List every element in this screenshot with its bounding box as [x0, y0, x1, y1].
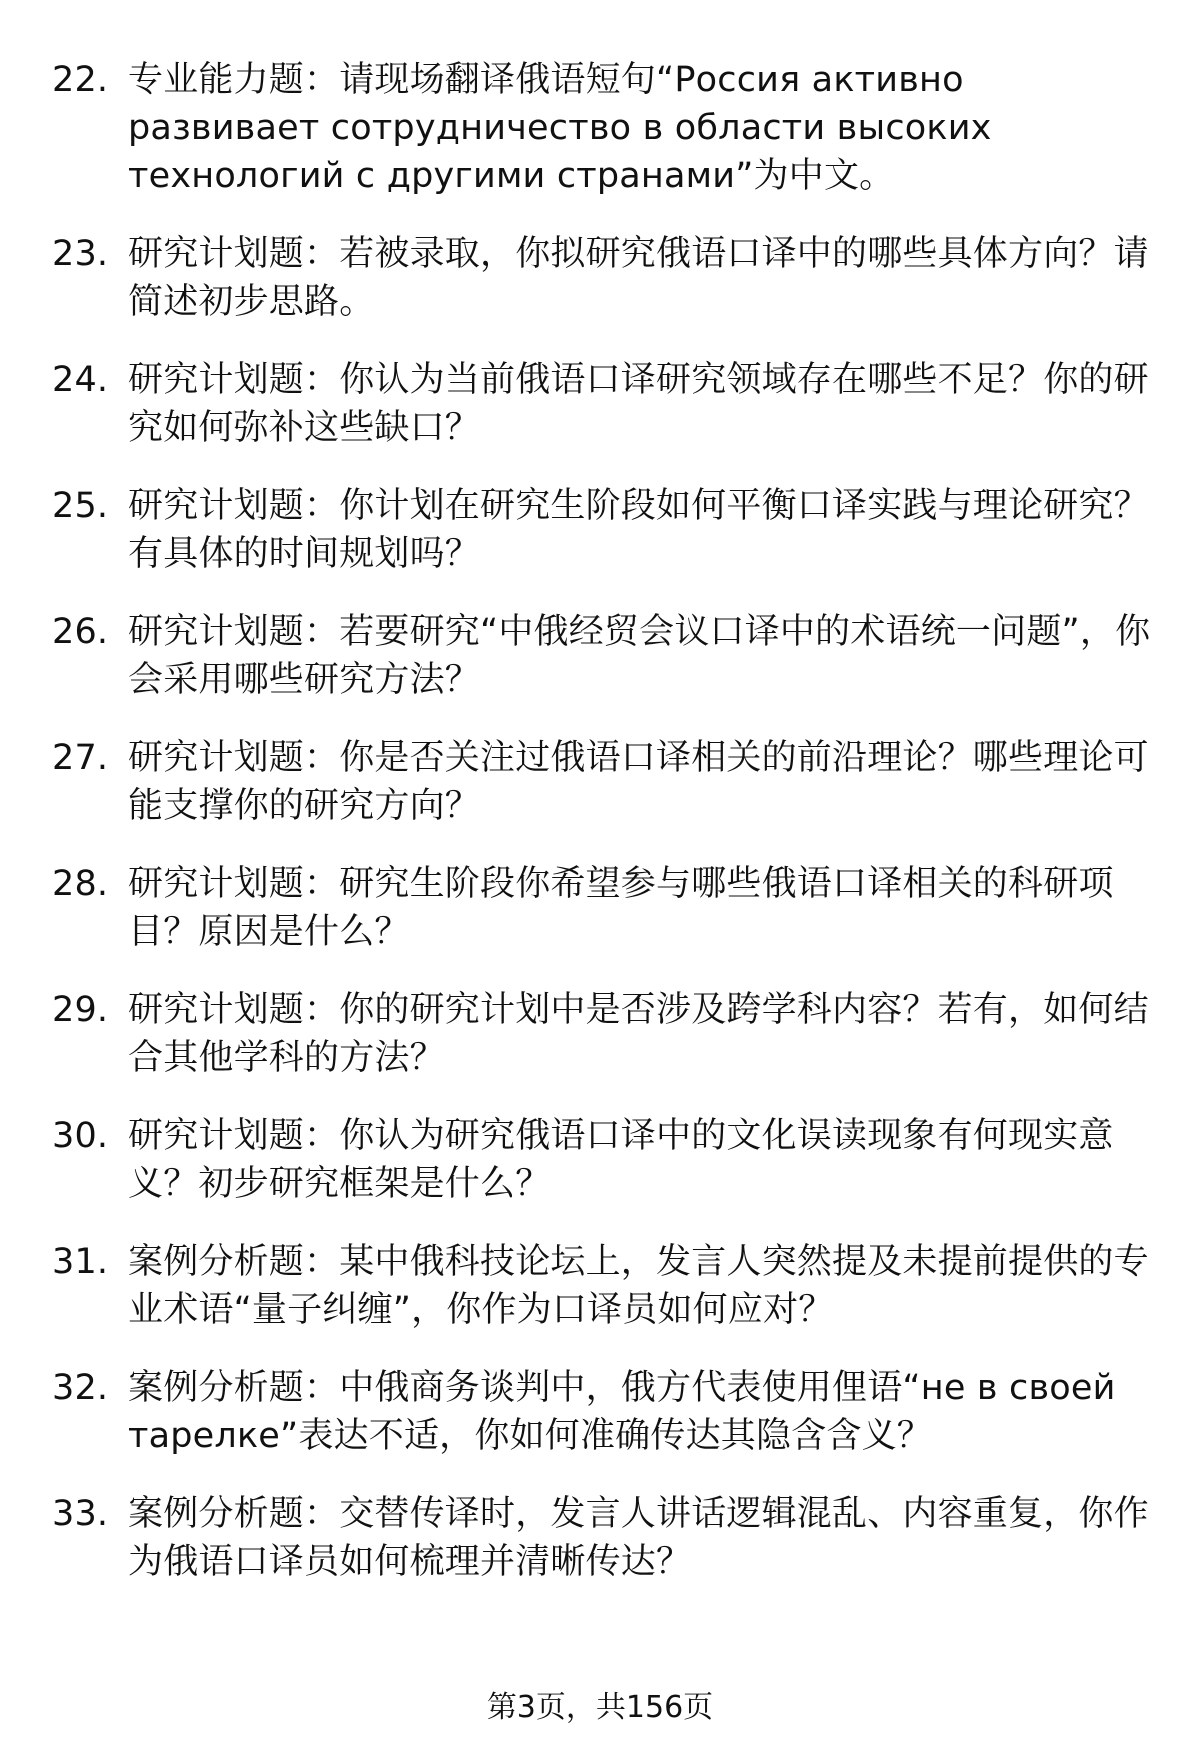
question-item: [0, 860, 1200, 956]
question-number: 31.: [52, 1242, 109, 1282]
question-item: [0, 986, 1200, 1082]
question-item: [0, 1112, 1200, 1208]
question-item: [0, 56, 1200, 200]
question-number: 27.: [52, 738, 109, 778]
question-number: 30.: [52, 1116, 109, 1156]
question-text: 研究计划题：你认为研究俄语口译中的文化误读现象有何现实意义？初步研究框架是什么？: [128, 1116, 1114, 1204]
question-text: 研究计划题：若要研究“中俄经贸会议口译中的术语统一问题”，你会采用哪些研究方法？: [128, 612, 1151, 700]
question-number: 23.: [52, 234, 109, 274]
question-text: 研究计划题：你认为当前俄语口译研究领域存在哪些不足？你的研究如何弥补这些缺口？: [128, 360, 1149, 448]
question-item: [0, 608, 1200, 704]
page-number-label: 第3页，共156页: [486, 1690, 714, 1725]
question-item: [0, 1364, 1200, 1460]
question-number: 33.: [52, 1494, 109, 1534]
question-text: 专业能力题：请现场翻译俄语短句“Россия активно развивает сотрудничество в области высоких технологий с другими странами”为中文。: [128, 60, 992, 196]
question-item: [0, 1490, 1200, 1586]
question-number: 25.: [52, 486, 109, 526]
question-item: [0, 734, 1200, 830]
question-item: [0, 230, 1200, 326]
question-list: [0, 56, 1200, 1616]
question-number: 22.: [52, 60, 109, 100]
question-text: 案例分析题：交替传译时，发言人讲话逻辑混乱、内容重复，你作为俄语口译员如何梳理并清晰传达？: [128, 1494, 1149, 1582]
question-number: 32.: [52, 1368, 109, 1408]
question-text: 研究计划题：研究生阶段你希望参与哪些俄语口译相关的科研项目？原因是什么？: [128, 864, 1114, 952]
question-text: 研究计划题：你是否关注过俄语口译相关的前沿理论？哪些理论可能支撑你的研究方向？: [128, 738, 1149, 826]
question-text: 研究计划题：你的研究计划中是否涉及跨学科内容？若有，如何结合其他学科的方法？: [128, 990, 1149, 1078]
question-number: 26.: [52, 612, 109, 652]
question-item: [0, 1238, 1200, 1334]
question-text: 研究计划题：你计划在研究生阶段如何平衡口译实践与理论研究？有具体的时间规划吗？: [128, 486, 1149, 574]
page-footer: [0, 1688, 1200, 1728]
question-text: 案例分析题：中俄商务谈判中，俄方代表使用俚语“не в своей тарелке”表达不适，你如何准确传达其隐含含义？: [128, 1368, 1116, 1456]
question-item: [0, 356, 1200, 452]
question-number: 28.: [52, 864, 109, 904]
question-text: 案例分析题：某中俄科技论坛上，发言人突然提及未提前提供的专业术语“量子纠缠”，你作为口译员如何应对？: [128, 1242, 1149, 1330]
question-number: 29.: [52, 990, 109, 1030]
question-item: [0, 482, 1200, 578]
question-number: 24.: [52, 360, 109, 400]
question-text: 研究计划题：若被录取，你拟研究俄语口译中的哪些具体方向？请简述初步思路。: [128, 234, 1149, 322]
